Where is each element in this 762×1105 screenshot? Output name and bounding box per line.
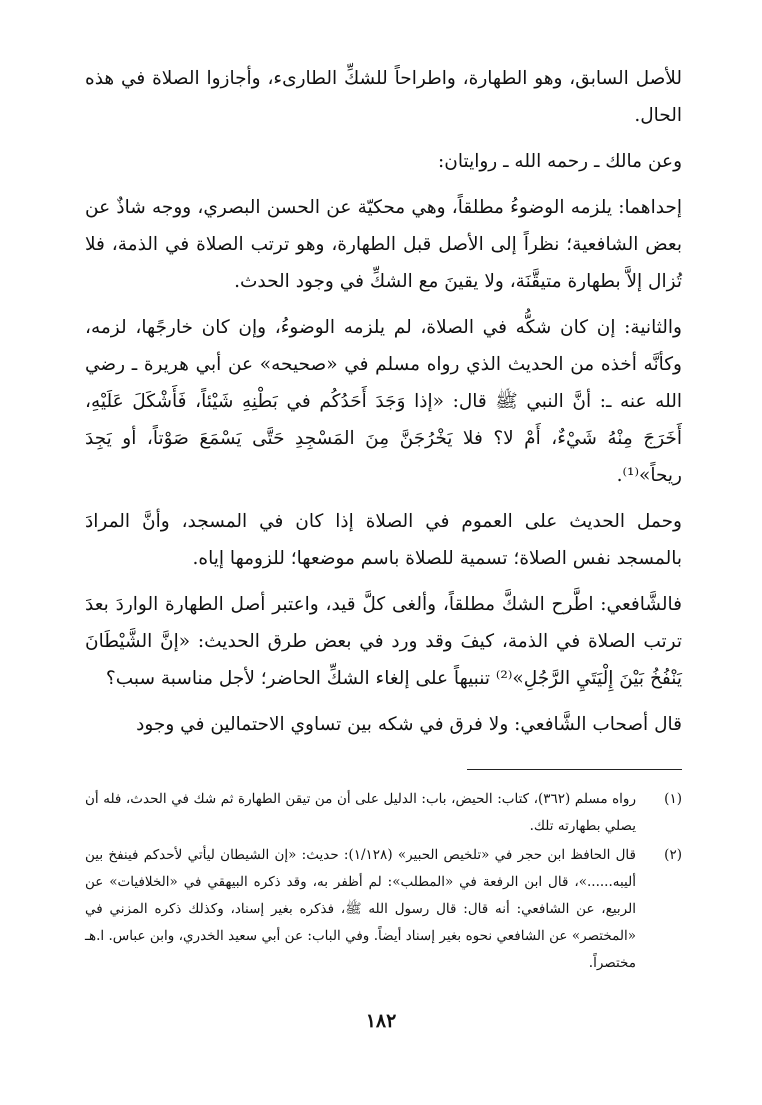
footnotes xyxy=(85,786,682,977)
paragraph: للأصل السابق، وهو الطهارة، واطراحاً للشكِّ الطارىء، وأجازوا الصلاة في هذه الحال. xyxy=(85,68,682,126)
paragraph: وحمل الحديث على العموم في الصلاة إذا كان في المسجد، وأنَّ المرادَ بالمسجد نفس الصلاة؛ تسمية للصلاة باسم موضعها؛ للزومها إياه. xyxy=(85,511,682,569)
paragraph: والثانية: إن كان شكُّه في الصلاة، لم يلزمه الوضوءُ، وإن كان خارجًها، لزمه، وكأنَّه أخذه من الحديث الذي رواه مسلم في «صحيحه» عن أبي هريرة ـ رضي الله عنه ـ: أنَّ النبي ﷺ قال: «إذا وَجَدَ أَحَدُكُم في بَطْنِهِ شَيْئاً، فَأَشْكَلَ عَلَيْهِ، أَخَرَجَ مِنْهُ شَيْءٌ، أَمْ لا؟ فلا يَخْرُجَنَّ مِنَ المَسْجِدِ حَتَّى يَسْمَعَ صَوْتاً، أو يَجِدَ ريحاً»⁽¹⁾. xyxy=(85,317,682,486)
footnote-number: (١) xyxy=(664,791,682,807)
footnote-divider xyxy=(467,769,682,770)
paragraph: إحداهما: يلزمه الوضوءُ مطلقاً، وهي محكيّة عن الحسن البصري، ووجه شاذٌ عن بعض الشافعية؛ نظراً إلى الأصل قبل الطهارة، وهو ترتب الصلاة في الذمة، فلا تُزال إلاَّ بطهارة متيقَّنَة، ولا يقينَ مع الشكِّ في وجود الحدث. xyxy=(85,197,682,292)
footnote-number: (٢) xyxy=(664,847,682,863)
footnote xyxy=(85,786,682,840)
main-text xyxy=(85,60,682,743)
paragraph: فالشَّافعي: اطَّرح الشكَّ مطلقاً، وألغى كلَّ قيد، واعتبر أصل الطهارة الواردَ بعدَ ترتب الصلاة في الذمة، كيفَ وقد ورد في بعض طرق الحديث: «إنَّ الشَّيْطَانَ يَنْفُخُ بَيْنَ إِلْيَتَيِ الرَّجُلِ»⁽²⁾ تنبيهاً على إلغاء الشكِّ الحاضر؛ لأجل مناسبة سبب؟ xyxy=(85,594,682,689)
paragraph: قال أصحاب الشَّافعي: ولا فرق في شكه بين تساوي الاحتمالين في وجود xyxy=(136,714,682,735)
paragraph: وعن مالك ـ رحمه الله ـ روايتان: xyxy=(438,151,682,172)
footnote-text: رواه مسلم (٣٦٢)، كتاب: الحيض، باب: الدليل على أن من تيقن الطهارة ثم شك في الحدث، فله أن يصلي بطهارته تلك. xyxy=(85,791,636,834)
footnote-text: قال الحافظ ابن حجر في «تلخيص الحبير» (١/١٢٨): حديث: «إن الشيطان ليأتي لأحدكم فينفخ بين أليبه......»، قال ابن الرفعة في «المطلب»: لم أظفر به، وقد ذكره البيهقي في «الخلافيات» عن الربيع، عن الشافعي: أنه قال: قال رسول الله ﷺ، فذكره بغير إسناد، وكذلك ذكره المزني في «المختصر» عن الشافعي نحوه بغير إسناد أيضاً. وفي الباب: عن أبي سعيد الخدري، وابن عباس. ا.هـ مختصراً. xyxy=(85,847,636,971)
page-number: ١٨٢ xyxy=(365,1010,397,1032)
footnote xyxy=(85,842,682,977)
